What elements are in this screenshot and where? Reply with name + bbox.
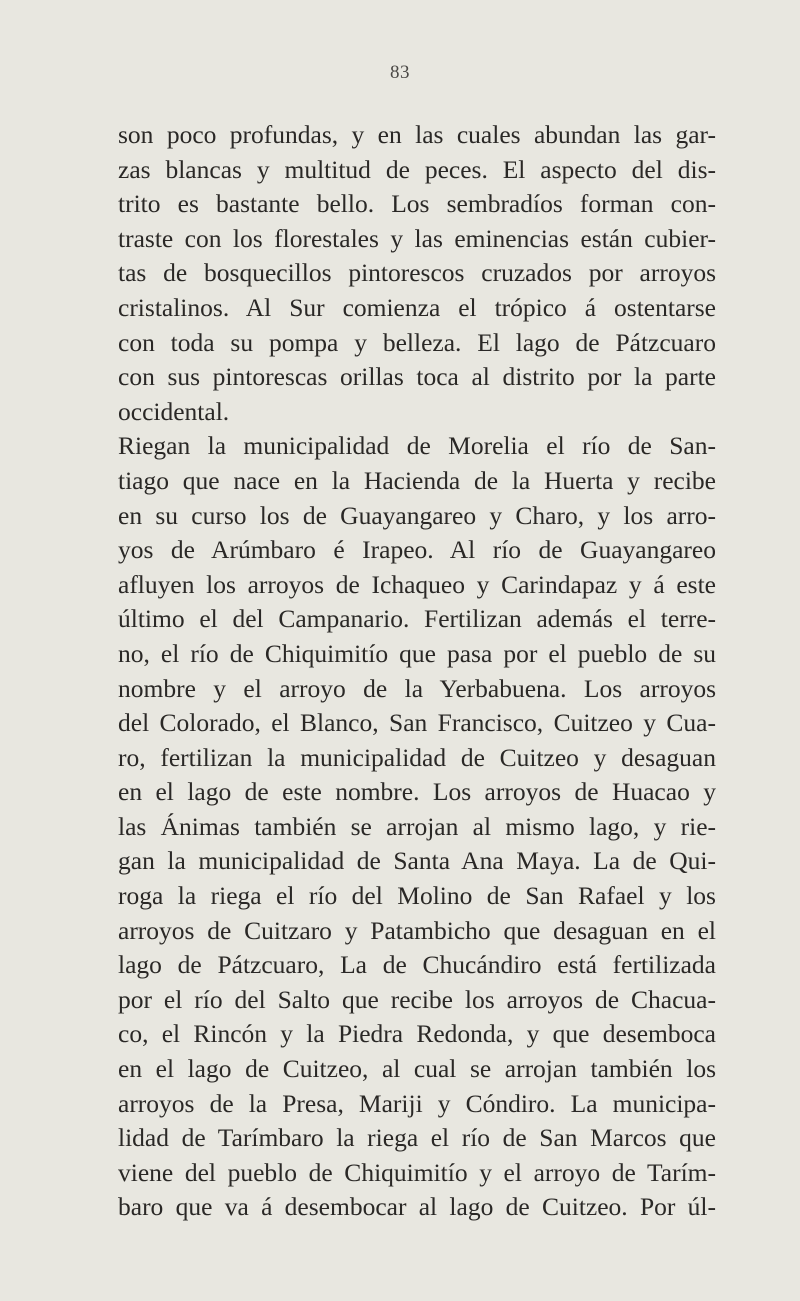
text-line: las Ánimas también se arrojan al mismo lago, y rie- [118,811,716,841]
text-line: tas de bosquecillos pintorescos cruzados por arroyos [118,258,716,288]
text-line: son poco profundas, y en las cuales abundan las gar- [118,120,716,149]
text-line: en el lago de Cuitzeo, al cual se arrojan también los [118,1054,716,1084]
text-line: en su curso los de Guayangareo y Charo, y los arro- [118,500,716,530]
text-line: gan la municipalidad de Santa Ana Maya. La de Qui- [118,846,716,876]
text-line: nombre y el arroyo de la Yerbabuena. Los arroyos [118,673,716,703]
text-line: no, el río de Chiquimitío que pasa por el pueblo de su [118,638,716,668]
text-line: roga la riega el río del Molino de San Rafael y los [118,881,716,911]
text-line: viene del pueblo de Chiquimitío y el arroyo de Tarím- [118,1157,716,1187]
text-line: arroyos de Cuitzaro y Patambicho que desaguan en el [118,915,716,945]
text-line: ro, fertilizan la municipalidad de Cuitzeo y desaguan [118,742,716,772]
page-number: 83 [390,62,410,83]
text-line: con sus pintorescas orillas toca al distrito por la parte [118,362,716,392]
text-line: en el lago de este nombre. Los arroyos de Huacao y [118,777,716,807]
text-line: occidental. [118,396,230,426]
text-line: del Colorado, el Blanco, San Francisco, Cuitzeo y Cua- [118,708,716,738]
text-line: tiago que nace en la Hacienda de la Huerta y recibe [118,465,716,495]
text-line: cristalinos. Al Sur comienza el trópico á ostentarse [118,292,716,322]
text-line: Riegan la municipalidad de Morelia el río de San- [118,431,716,461]
text-line: trito es bastante bello. Los sembradíos forman con- [118,189,716,219]
text-line: traste con los florestales y las eminencias están cubier- [118,223,716,253]
text-line: yos de Arúmbaro é Irapeo. Al río de Guayangareo [118,535,716,565]
text-line: zas blancas y multitud de peces. El aspecto del dis- [118,154,716,184]
text-line: co, el Rincón y la Piedra Redonda, y que desemboca [118,1019,716,1049]
text-line: afluyen los arroyos de Ichaqueo y Carindapaz y á este [118,569,716,599]
text-line: lago de Pátzcuaro, La de Chucándiro está fertilizada [118,950,716,980]
text-line: último el del Campanario. Fertilizan además el terre- [118,604,716,634]
text-line: lidad de Tarímbaro la riega el río de San Marcos que [118,1123,716,1153]
text-line: baro que va á desembocar al lago de Cuitzeo. Por úl- [118,1192,716,1222]
text-line: con toda su pompa y belleza. El lago de Pátzcuaro [118,327,716,357]
text-line: arroyos de la Presa, Mariji y Cóndiro. La municipa- [118,1088,716,1118]
text-line: por el río del Salto que recibe los arroyos de Chacua- [118,984,716,1014]
body-text [118,118,716,1225]
